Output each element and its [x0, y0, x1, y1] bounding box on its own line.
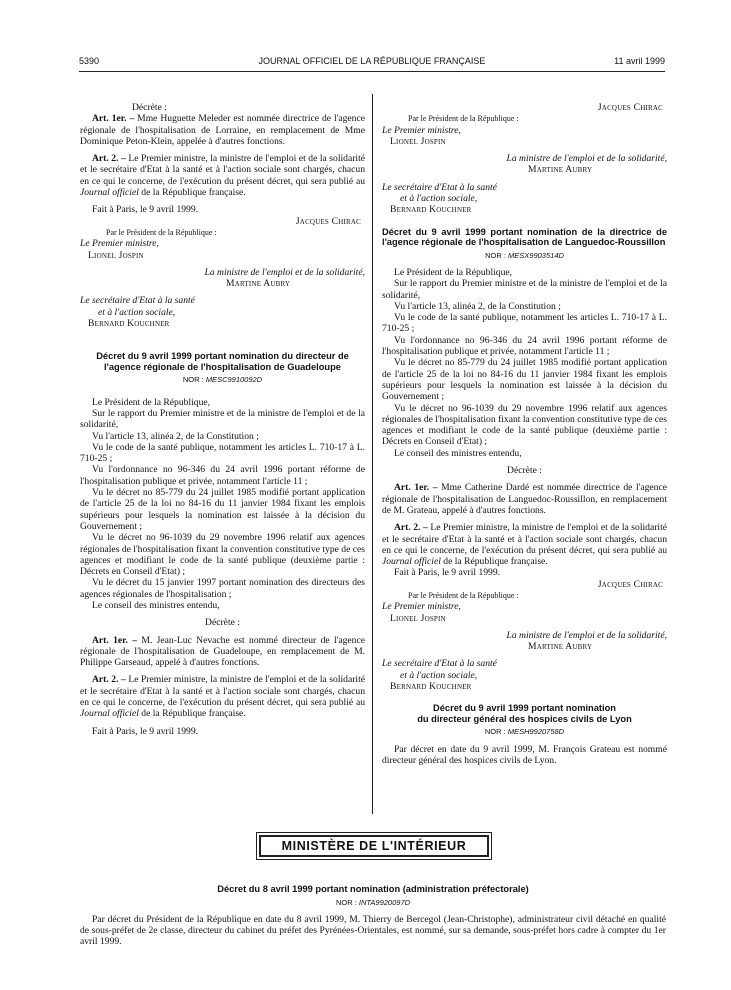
par-le-president: Par le Président de la République :: [408, 590, 519, 600]
header-rule: [79, 71, 665, 72]
decrete-heading: Décrète :: [507, 465, 542, 477]
article-2: [382, 522, 667, 567]
fait-a-paris: Fait à Paris, le 9 avril 1999.: [92, 204, 199, 216]
fait-a-paris: Fait à Paris, le 9 avril 1999.: [394, 567, 501, 579]
le-president: Le Président de la République,: [92, 396, 211, 408]
visa: Vu le décret no 96-1039 du 29 novembre 1996 relatif aux agences régionales de l'hospitalisation fixant la convention constitutive type de ces agences et modifiant le code de la santé publique (deuxième partie : Décrets en Conseil d'Etat) ;: [80, 532, 365, 578]
column-divider: [372, 94, 373, 814]
secretaire-etat-title: Le secrétaire d'Etat à la santé: [382, 658, 497, 670]
article-label: Art. 1er. –: [92, 113, 135, 125]
secretaire-etat-title: Le secrétaire d'Etat à la santé: [382, 181, 497, 193]
page-header: [79, 56, 665, 69]
left-column: [80, 102, 365, 737]
fait-a-paris: Fait à Paris, le 9 avril 1999.: [92, 725, 199, 737]
visa: Vu le code de la santé publique, notamment les articles L. 710-17 à L. 710-25 ;: [80, 441, 365, 465]
bottom-decree: [80, 884, 666, 948]
article-text: Mme Huguette Meleder est nommée directrice de l'agence régionale de l'hospitalisation de Lorraine, en remplacement de Mme Dominique Peton-Klein, appelée à d'autres fonctions.: [80, 113, 365, 147]
signature-aubry: Martine Aubry: [528, 641, 593, 653]
decrete-heading: Décrète :: [205, 617, 240, 629]
article-text: Le Premier ministre, la ministre de l'emploi et de la solidarité et le secrétaire d'Etat à la santé et à l'action sociale sont chargés, chacun en ce qui le concerne, de l'exécution du présent décret, qui sera publié au: [80, 153, 365, 187]
right-column: [382, 102, 667, 766]
visa: Vu l'ordonnance no 96-346 du 24 avril 1996 portant réforme de l'hospitalisation publique et privée, notamment l'article 11 ;: [80, 464, 365, 487]
secretaire-etat-title-2: et à l'action sociale,: [400, 193, 478, 205]
visa: Vu l'article 13, alinéa 2, de la Constitution ;: [92, 430, 259, 442]
visa: Vu le décret no 85-779 du 24 juillet 1985 modifié portant application de l'article 25 de la loi no 84-16 du 11 janvier 1984 fixant les emplois supérieurs pour lesquels la nomination est laissée à la décision du Gouvernement ;: [80, 487, 365, 532]
par-le-president: Par le Président de la République :: [106, 227, 217, 237]
ministre-emploi-title: La ministre de l'emploi et de la solidarité,: [506, 153, 667, 165]
article-2: [80, 674, 365, 719]
nor-reference: NOR : MESX9903514D: [485, 250, 564, 260]
signature-aubry: Martine Aubry: [528, 164, 593, 176]
decree-body: Par décret en date du 9 avril 1999, M. François Grateau est nommé directeur général des hospices civils de Lyon.: [382, 743, 667, 766]
article-text-end: de la République française.: [443, 556, 548, 568]
article-text: Le Premier ministre, la ministre de l'emploi et de la solidarité et le secrétaire d'Etat à la santé et à l'action sociale sont chargés, chacun en ce qui le concerne, de l'exécution du présent décret, qui sera publié au: [382, 522, 667, 556]
signature-chirac: Jacques Chirac: [597, 102, 663, 113]
signature-jospin: Lionel Jospin: [88, 249, 144, 261]
article-label: Art. 1er. –: [92, 634, 138, 646]
decree-title: Décret du 9 avril 1999 portant nomination du directeur de l'agence régionale de l'hospitalisation de Guadeloupe: [96, 351, 349, 372]
nor-reference: NOR : MESC9910092D: [182, 375, 263, 385]
visa: Sur le rapport du Premier ministre et de la ministre de l'emploi et de la solidarité,: [382, 278, 667, 301]
article-label: Art. 1er. –: [394, 482, 438, 494]
article-text-end: de la République française.: [141, 187, 246, 199]
visa: Vu le décret du 15 janvier 1997 portant nomination des directeurs des agences régionales de l'hospitalisation ;: [80, 577, 365, 600]
issue-date: 11 avril 1999: [614, 56, 665, 66]
article-1: [382, 482, 667, 516]
decree-title: Décret du 9 avril 1999 portant nomination de la directrice de l'agence régionale de l'hospitalisation de Languedoc-Roussillon: [382, 226, 667, 248]
decree-body: Par décret du Président de la République en date du 8 avril 1999, M. Thierry de Bercegol (Jean-Christophe), administrateur civil détaché en qualité de sous-préfet de 2e classe, directeur du cabinet du préfet des Pyrénées-Orientales, est nommé, sur sa demande, sous-préfet hors cadre à compter du 1er avril 1999.: [80, 913, 666, 948]
nor-reference: NOR : INTA9920097D: [335, 897, 411, 907]
visa: Vu l'ordonnance no 96-346 du 24 avril 1996 portant réforme de l'hospitalisation publique et privée, notamment l'article 11 ;: [382, 334, 667, 358]
article-2: [80, 153, 365, 198]
journal-officiel-ref: Journal officiel: [382, 556, 441, 568]
decree-title: Décret du 8 avril 1999 portant nomination (administration préfectorale): [217, 884, 529, 894]
par-le-president: Par le Président de la République :: [408, 114, 519, 124]
visa: Vu le décret no 96-1039 du 29 novembre 1996 relatif aux agences régionales de l'hospitalisation fixant la convention constitutive type de ces agences et modifiant le code de la santé publique (deuxième partie : Décrets en Conseil d'Etat) ;: [382, 402, 667, 448]
secretaire-etat-title-2: et à l'action sociale,: [98, 306, 176, 318]
signature-jospin: Lionel Jospin: [390, 135, 446, 147]
page-number: 5390: [79, 56, 100, 66]
signature-kouchner: Bernard Kouchner: [390, 681, 472, 693]
article-text: M. Jean-Luc Nevache est nommé directeur de l'agence régionale de l'hospitalisation de Guadeloupe, en remplacement de M. Philippe Garseaud, appelé à d'autres fonctions.: [80, 634, 365, 669]
decree-title-2: du directeur général des hospices civils de Lyon: [417, 713, 632, 724]
signature-chirac: Jacques Chirac: [295, 215, 361, 227]
journal-title: JOURNAL OFFICIEL DE LA RÉPUBLIQUE FRANÇAISE: [258, 56, 486, 66]
secretaire-etat-title-2: et à l'action sociale,: [400, 669, 478, 681]
article-1: [80, 113, 365, 147]
article-text: Le Premier ministre, la ministre de l'emploi et de la solidarité et le secrétaire d'Etat à la santé et à l'action sociale sont chargés, chacun en ce qui le concerne, de l'exécution du présent décret, qui sera publié au: [80, 674, 365, 709]
le-president: Le Président de la République,: [394, 266, 513, 278]
visa: Vu le code de la santé publique, notamment les articles L. 710-17 à L. 710-25 ;: [382, 312, 667, 335]
article-label: Art. 2. –: [394, 522, 428, 534]
decree-title: Décret du 9 avril 1999 portant nomination: [433, 703, 616, 714]
secretaire-etat-title: Le secrétaire d'Etat à la santé: [80, 295, 195, 307]
journal-officiel-ref: Journal officiel: [80, 708, 139, 720]
visa: Sur le rapport du Premier ministre et de la ministre de l'emploi et de la solidarité,: [80, 407, 365, 431]
premier-ministre-title: Le Premier ministre,: [382, 601, 461, 613]
ministre-emploi-title: La ministre de l'emploi et de la solidarité,: [204, 266, 365, 278]
visa: Le conseil des ministres entendu,: [92, 599, 220, 611]
signature-kouchner: Bernard Kouchner: [88, 318, 170, 330]
decrete-heading: Décrète :: [132, 102, 167, 113]
article-1: [80, 635, 365, 669]
ministre-emploi-title: La ministre de l'emploi et de la solidarité,: [506, 629, 667, 641]
visa: Vu le décret no 85-779 du 24 juillet 1985 modifié portant application de l'article 25 de la loi no 84-16 du 11 janvier 1984 fixant les emplois supérieurs pour lesquels la nomination est laissée à la décision du Gouvernement ;: [382, 357, 667, 403]
visa: Vu l'article 13, alinéa 2, de la Constitution ;: [394, 300, 561, 312]
nor-reference: NOR : MESH9920758D: [484, 727, 565, 737]
article-text: Mme Catherine Dardé est nommée directrice de l'agence régionale de l'hospitalisation de Languedoc-Roussillon, en remplacement de M. Grateau, appelé à d'autres fonctions.: [382, 482, 667, 516]
signature-chirac: Jacques Chirac: [597, 578, 663, 590]
article-label: Art. 2. –: [92, 674, 126, 686]
premier-ministre-title: Le Premier ministre,: [80, 238, 159, 250]
article-label: Art. 2. –: [92, 153, 126, 165]
premier-ministre-title: Le Premier ministre,: [382, 124, 461, 136]
article-text-end: de la République française.: [141, 708, 246, 720]
signature-aubry: Martine Aubry: [226, 278, 291, 290]
signature-kouchner: Bernard Kouchner: [390, 204, 472, 216]
ministry-heading-box: [256, 832, 492, 860]
journal-officiel-ref: Journal officiel: [80, 187, 139, 199]
visa: Le conseil des ministres entendu,: [394, 447, 522, 459]
signature-jospin: Lionel Jospin: [390, 612, 446, 624]
ministry-heading: MINISTÈRE DE L'INTÉRIEUR: [259, 835, 489, 857]
